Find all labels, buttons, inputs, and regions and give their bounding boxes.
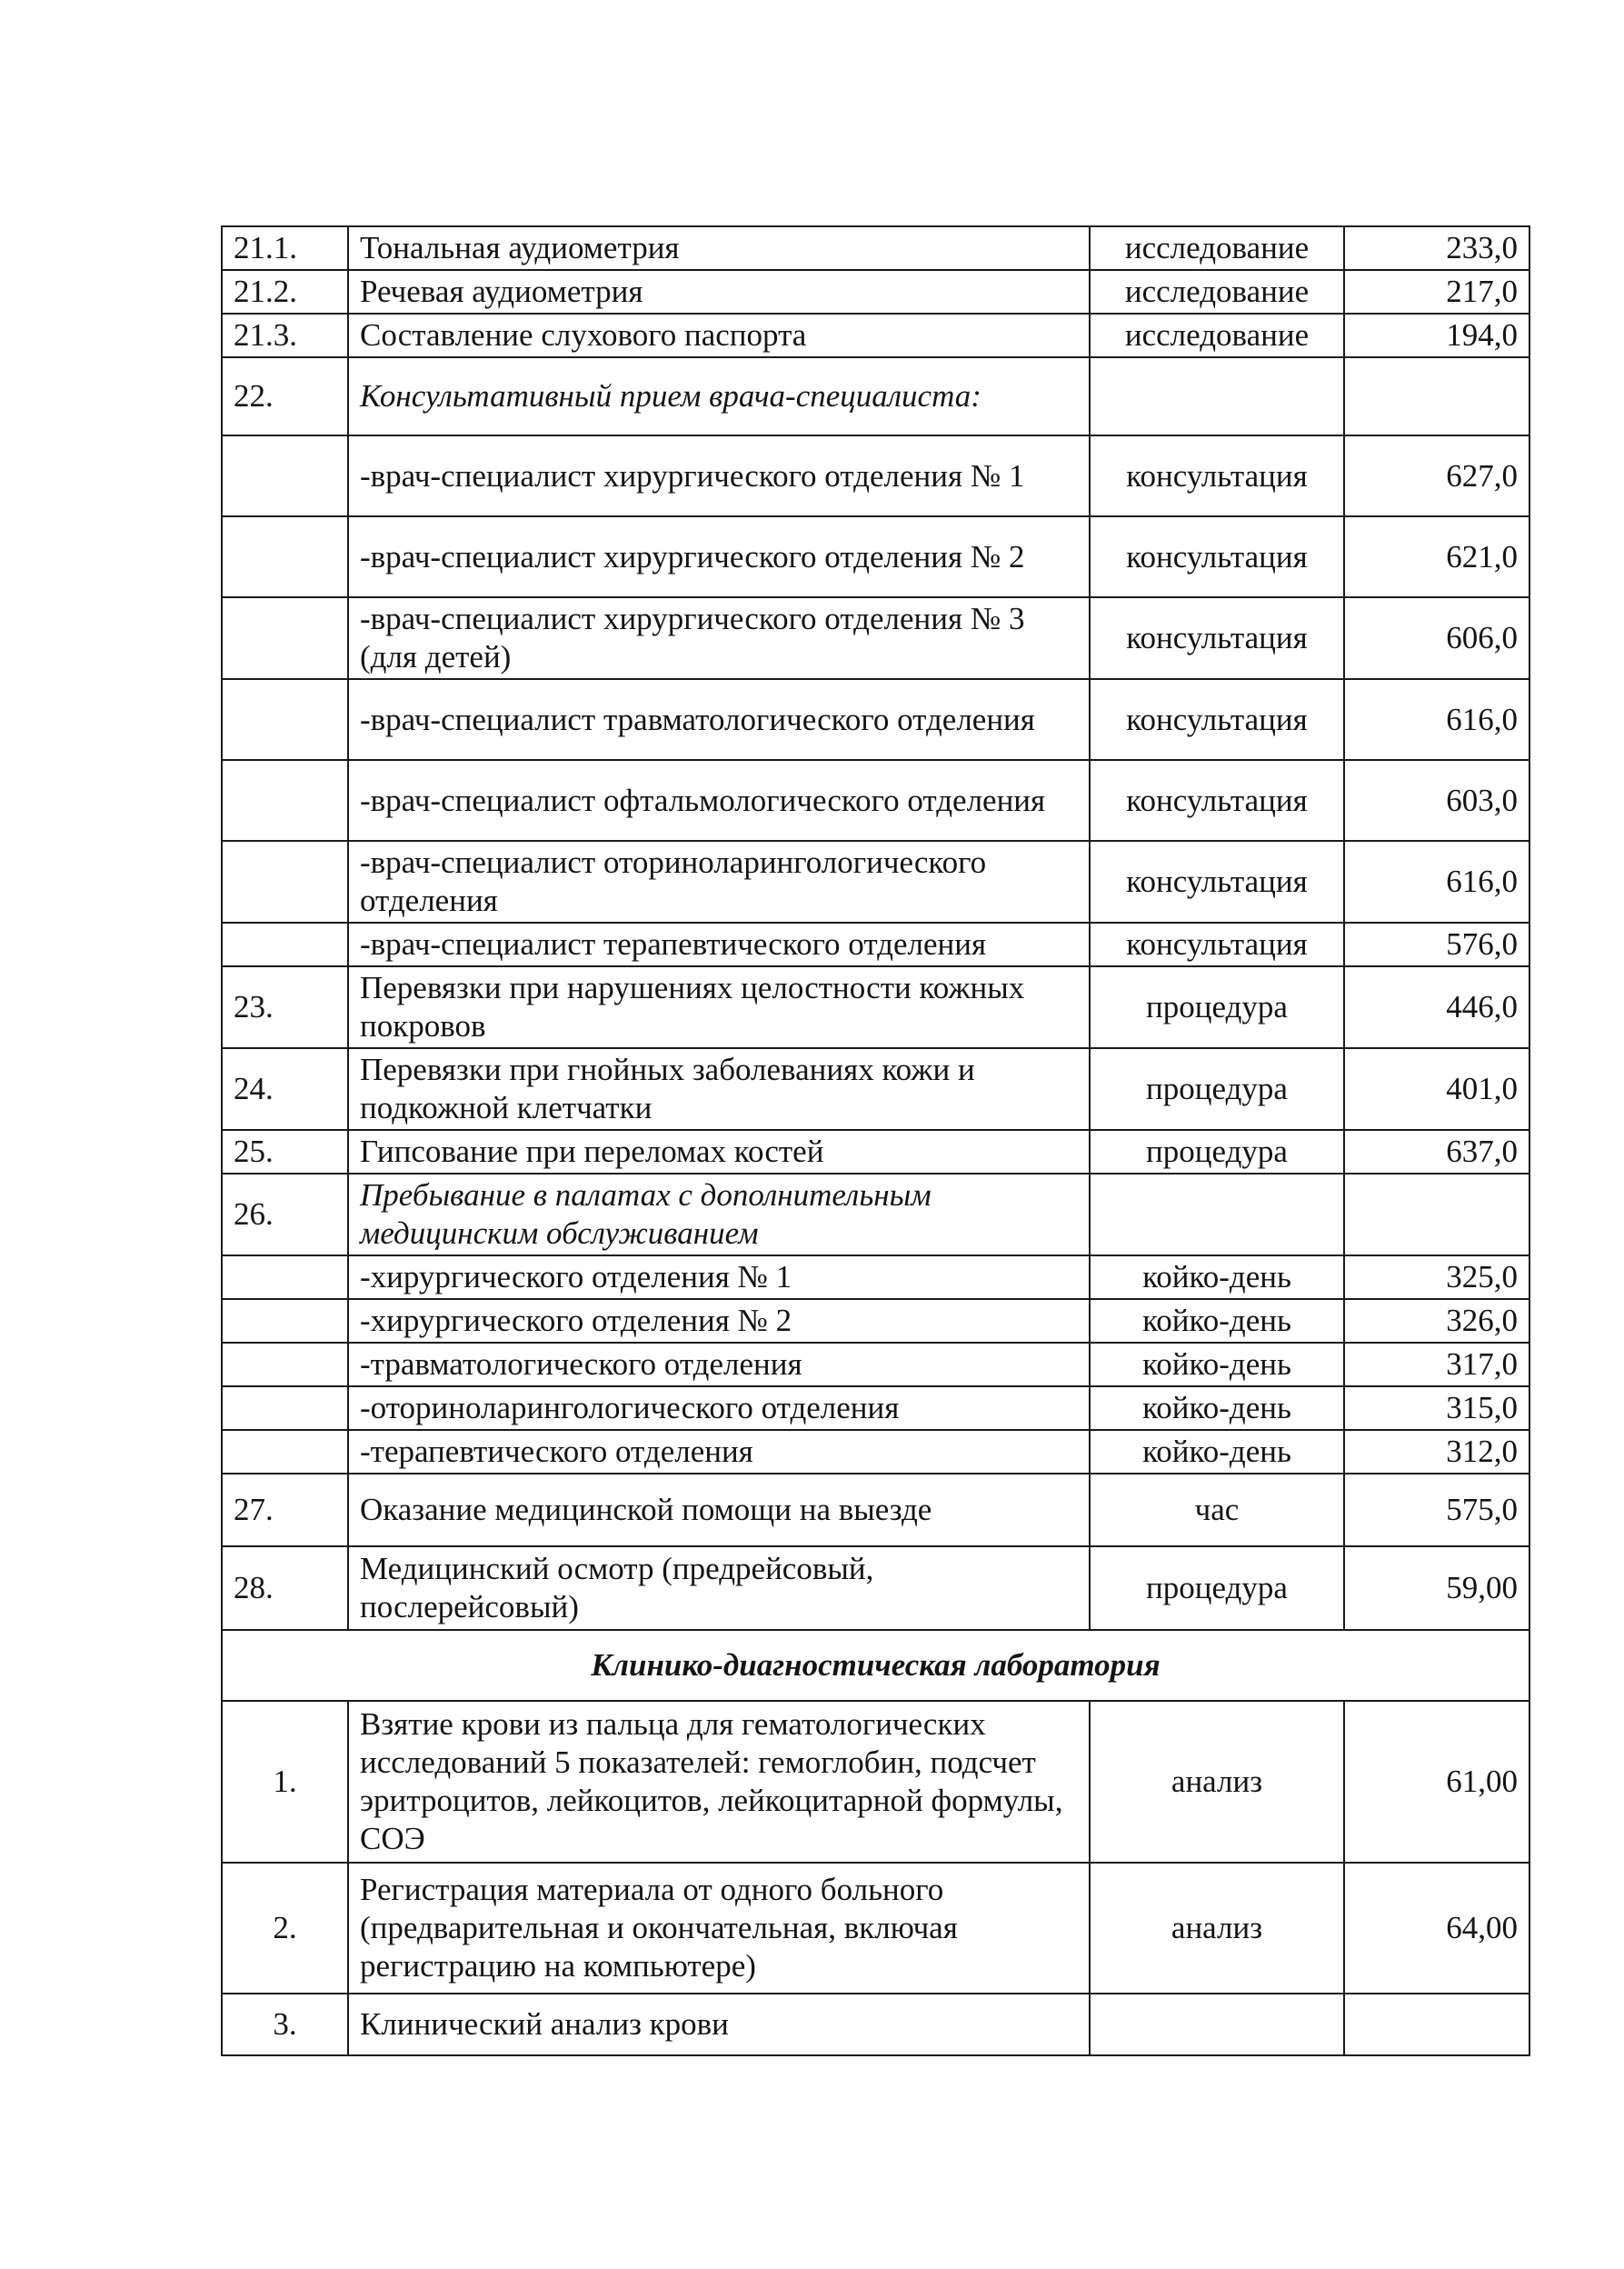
service-price: 576,0 [1344, 923, 1529, 966]
table-row [222, 357, 1529, 435]
table-row [222, 923, 1529, 966]
table-row [222, 1386, 1529, 1430]
service-unit: койко-день [1090, 1255, 1344, 1299]
service-unit: консультация [1090, 597, 1344, 679]
service-unit: процедура [1090, 966, 1344, 1048]
row-number: 25. [222, 1130, 348, 1174]
row-number [222, 1343, 348, 1386]
service-unit: исследование [1090, 314, 1344, 357]
service-unit: консультация [1090, 841, 1344, 923]
service-price: 325,0 [1344, 1255, 1529, 1299]
service-price: 616,0 [1344, 841, 1529, 923]
service-unit [1090, 1994, 1344, 2055]
service-unit [1090, 1174, 1344, 1255]
service-price: 61,00 [1344, 1701, 1529, 1863]
service-name: -врач-специалист хирургического отделения № 3 (для детей) [348, 597, 1090, 679]
row-number [222, 516, 348, 597]
table-row [222, 1701, 1529, 1863]
service-name: Регистрация материала от одного больного (предварительная и окончательная, включая регистрацию на компьютере) [348, 1863, 1090, 1994]
service-name: -врач-специалист оториноларингологического отделения [348, 841, 1090, 923]
row-number [222, 760, 348, 841]
service-price: 621,0 [1344, 516, 1529, 597]
row-number: 3. [222, 1994, 348, 2055]
row-number [222, 923, 348, 966]
service-unit: консультация [1090, 516, 1344, 597]
service-price: 194,0 [1344, 314, 1529, 357]
row-number: 2. [222, 1863, 348, 1994]
service-unit: исследование [1090, 270, 1344, 314]
service-name: Взятие крови из пальца для гематологических исследований 5 показателей: гемоглобин, подсчет эритроцитов, лейкоцитов, лейкоцитарной формулы, СОЭ [348, 1701, 1090, 1863]
table-row [222, 679, 1529, 760]
table-row [222, 516, 1529, 597]
service-name: -хирургического отделения № 1 [348, 1255, 1090, 1299]
service-unit: исследование [1090, 226, 1344, 270]
service-name: Клинический анализ крови [348, 1994, 1090, 2055]
service-unit: койко-день [1090, 1386, 1344, 1430]
service-price: 64,00 [1344, 1863, 1529, 1994]
service-price [1344, 357, 1529, 435]
row-number: 21.3. [222, 314, 348, 357]
service-price: 401,0 [1344, 1048, 1529, 1130]
row-number [222, 435, 348, 516]
table-row [222, 314, 1529, 357]
service-name: -врач-специалист хирургического отделения № 2 [348, 516, 1090, 597]
service-name: -врач-специалист травматологического отделения [348, 679, 1090, 760]
service-name: Медицинский осмотр (предрейсовый, послерейсовый) [348, 1546, 1090, 1630]
service-price: 217,0 [1344, 270, 1529, 314]
table-row [222, 966, 1529, 1048]
table-row [222, 226, 1529, 270]
table-row [222, 270, 1529, 314]
row-number: 22. [222, 357, 348, 435]
row-number [222, 1386, 348, 1430]
table-row [222, 1174, 1529, 1255]
service-price: 616,0 [1344, 679, 1529, 760]
service-price: 233,0 [1344, 226, 1529, 270]
table-row [222, 1430, 1529, 1474]
service-price: 326,0 [1344, 1299, 1529, 1343]
row-number [222, 597, 348, 679]
table-row [222, 1863, 1529, 1994]
table-row [222, 1343, 1529, 1386]
service-name: Гипсование при переломах костей [348, 1130, 1090, 1174]
service-name: Составление слухового паспорта [348, 314, 1090, 357]
service-unit: процедура [1090, 1130, 1344, 1174]
service-name: Тональная аудиометрия [348, 226, 1090, 270]
service-name: -терапевтического отделения [348, 1430, 1090, 1474]
table-row [222, 1299, 1529, 1343]
row-number: 27. [222, 1474, 348, 1546]
service-unit: койко-день [1090, 1343, 1344, 1386]
row-number [222, 1430, 348, 1474]
service-name: -хирургического отделения № 2 [348, 1299, 1090, 1343]
service-name: -травматологического отделения [348, 1343, 1090, 1386]
service-unit: анализ [1090, 1701, 1344, 1863]
service-price: 317,0 [1344, 1343, 1529, 1386]
service-price: 606,0 [1344, 597, 1529, 679]
service-price [1344, 1994, 1529, 2055]
service-unit: процедура [1090, 1546, 1344, 1630]
service-price: 575,0 [1344, 1474, 1529, 1546]
service-price [1344, 1174, 1529, 1255]
row-number [222, 841, 348, 923]
service-unit: койко-день [1090, 1430, 1344, 1474]
row-number: 1. [222, 1701, 348, 1863]
group-title: Консультативный прием врача-специалиста: [348, 357, 1090, 435]
service-price: 603,0 [1344, 760, 1529, 841]
service-unit: консультация [1090, 435, 1344, 516]
row-number [222, 679, 348, 760]
service-price: 59,00 [1344, 1546, 1529, 1630]
service-name: -врач-специалист терапевтического отделения [348, 923, 1090, 966]
table-row [222, 435, 1529, 516]
service-price: 627,0 [1344, 435, 1529, 516]
service-price: 446,0 [1344, 966, 1529, 1048]
service-unit: процедура [1090, 1048, 1344, 1130]
service-name: Перевязки при гнойных заболеваниях кожи и подкожной клетчатки [348, 1048, 1090, 1130]
service-unit: консультация [1090, 760, 1344, 841]
service-price: 315,0 [1344, 1386, 1529, 1430]
table-row [222, 1255, 1529, 1299]
service-name: Речевая аудиометрия [348, 270, 1090, 314]
section-row [222, 1630, 1529, 1701]
row-number: 21.2. [222, 270, 348, 314]
group-title: Пребывание в палатах с дополнительным медицинским обслуживанием [348, 1174, 1090, 1255]
table-row [222, 597, 1529, 679]
table-row [222, 1048, 1529, 1130]
table-row [222, 1546, 1529, 1630]
row-number [222, 1299, 348, 1343]
service-name: Перевязки при нарушениях целостности кожных покровов [348, 966, 1090, 1048]
row-number: 23. [222, 966, 348, 1048]
service-price: 637,0 [1344, 1130, 1529, 1174]
row-number: 24. [222, 1048, 348, 1130]
table-row [222, 841, 1529, 923]
service-name: -врач-специалист хирургического отделения № 1 [348, 435, 1090, 516]
service-unit: час [1090, 1474, 1344, 1546]
section-title: Клинико-диагностическая лаборатория [222, 1630, 1529, 1701]
service-name: Оказание медицинской помощи на выезде [348, 1474, 1090, 1546]
row-number [222, 1255, 348, 1299]
service-unit: консультация [1090, 923, 1344, 966]
table-row [222, 760, 1529, 841]
service-unit: анализ [1090, 1863, 1344, 1994]
service-name: -оториноларингологического отделения [348, 1386, 1090, 1430]
table-row [222, 1474, 1529, 1546]
service-name: -врач-специалист офтальмологического отделения [348, 760, 1090, 841]
service-price: 312,0 [1344, 1430, 1529, 1474]
row-number: 28. [222, 1546, 348, 1630]
service-unit: койко-день [1090, 1299, 1344, 1343]
table-row [222, 1130, 1529, 1174]
price-table [221, 225, 1530, 2056]
row-number: 26. [222, 1174, 348, 1255]
row-number: 21.1. [222, 226, 348, 270]
service-unit [1090, 357, 1344, 435]
table-row [222, 1994, 1529, 2055]
service-unit: консультация [1090, 679, 1344, 760]
